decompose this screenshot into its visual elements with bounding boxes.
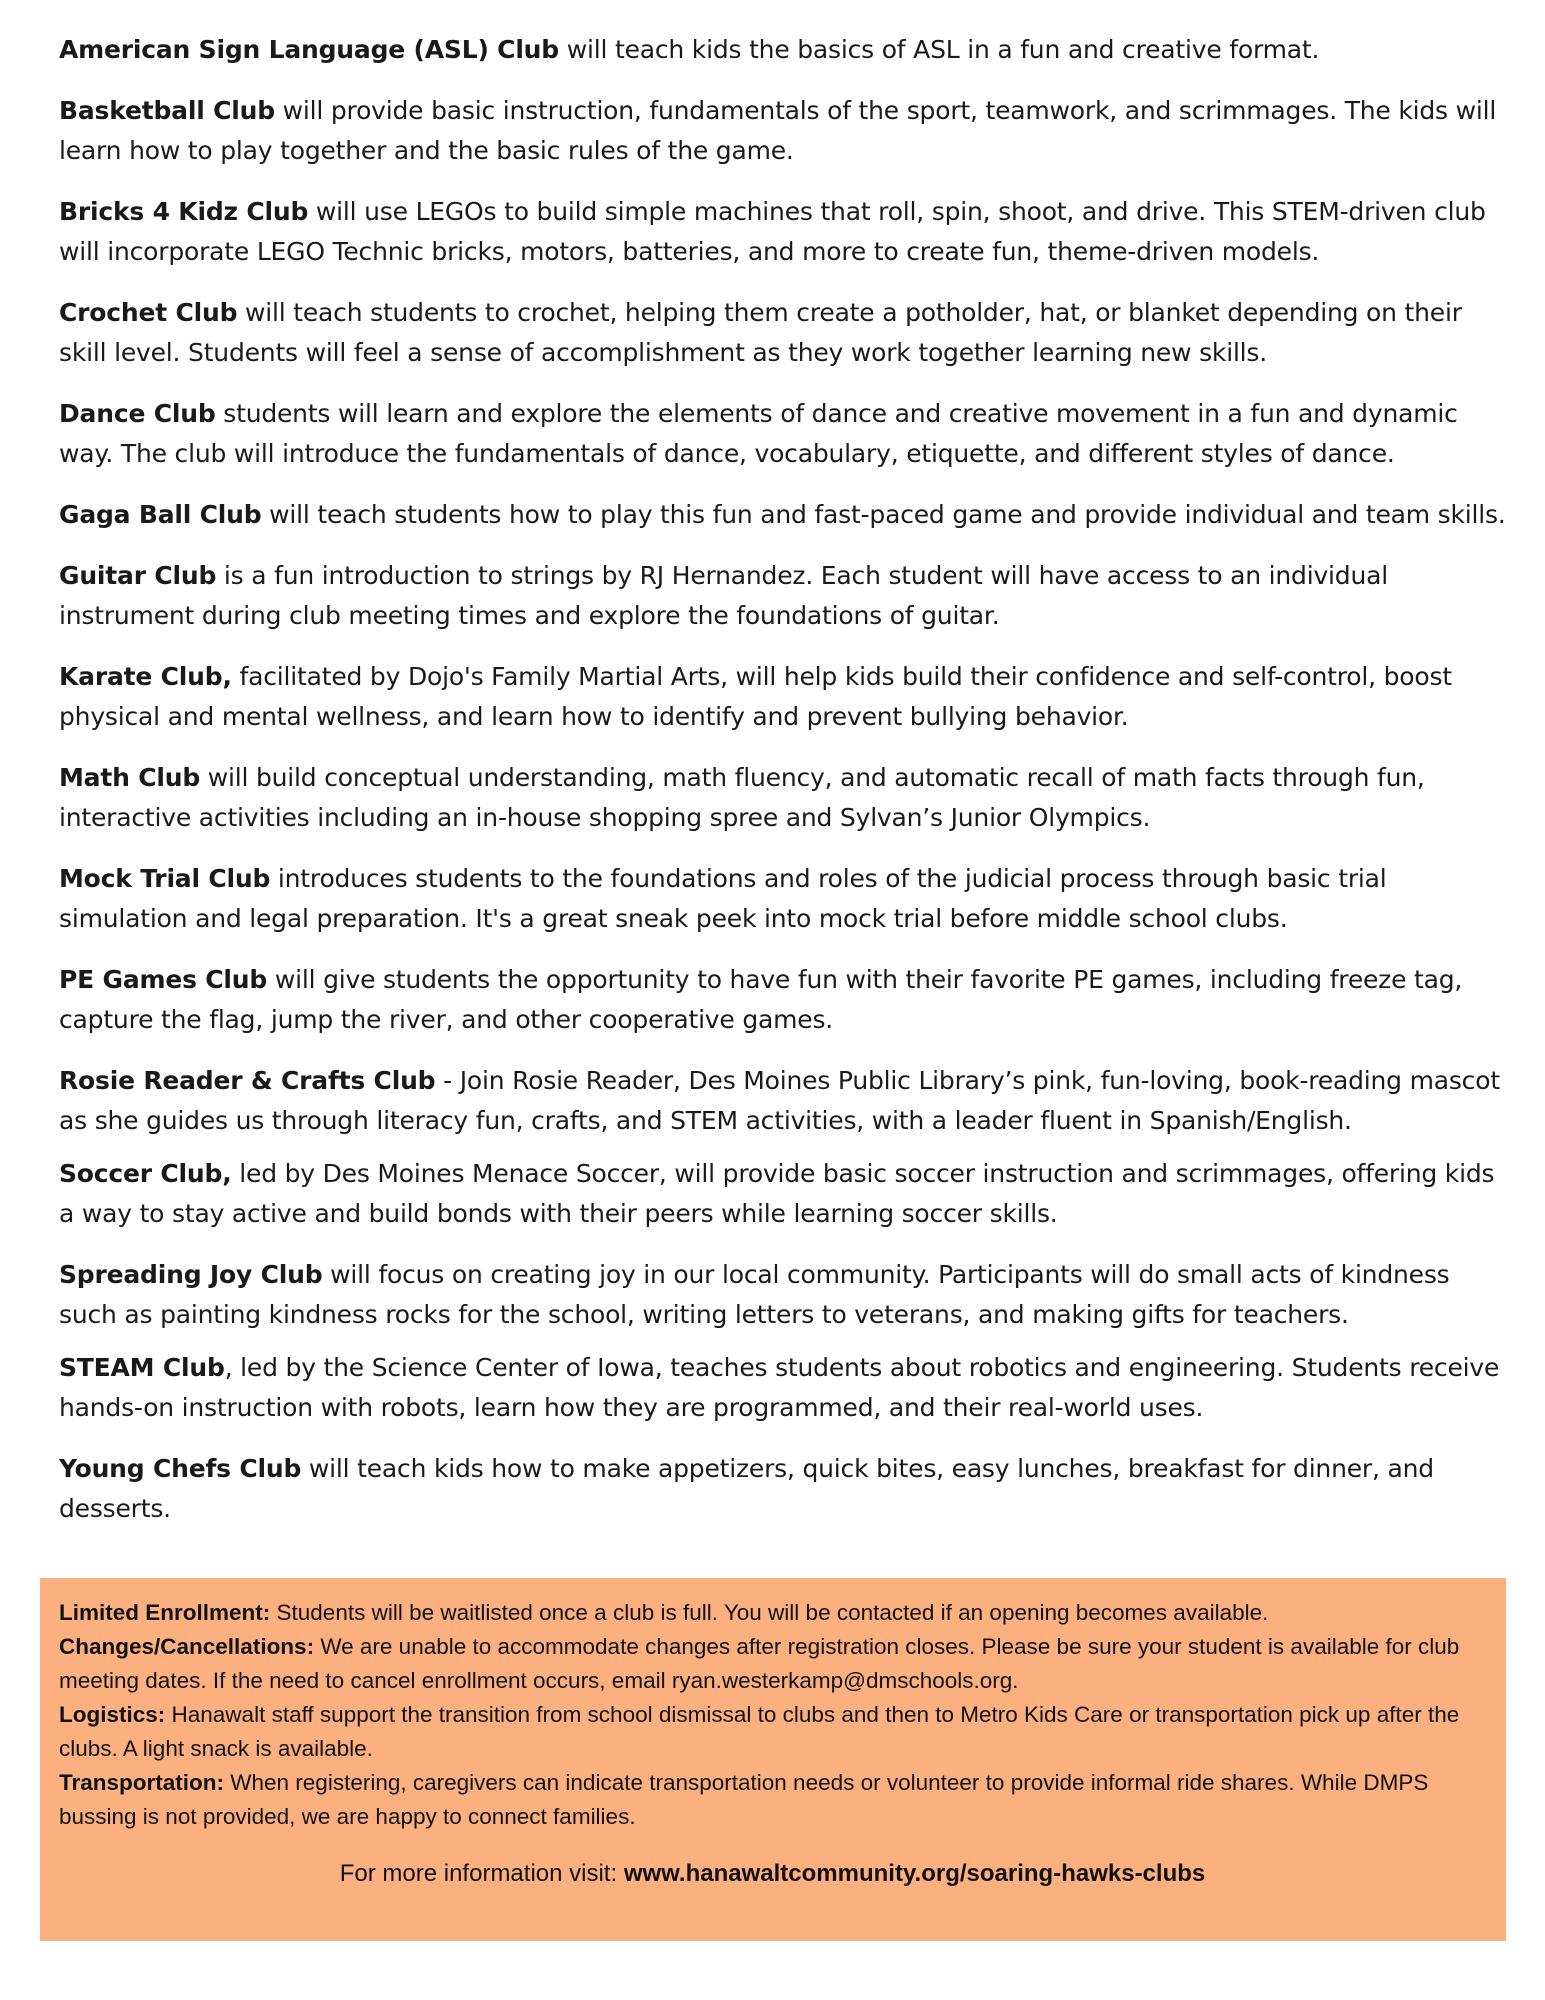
info-label: Changes/Cancellations:	[59, 1634, 315, 1659]
info-text: Hanawalt staff support the transition from school dismissal to clubs and then to Metro Kids Care or transportation pick up after the clubs. A light snack is available.	[59, 1702, 1460, 1761]
club-name: Mock Trial Club	[59, 864, 271, 893]
club-dance	[59, 394, 1509, 474]
club-name: Gaga Ball Club	[59, 500, 262, 529]
club-name: Karate Club,	[59, 662, 232, 691]
club-crochet	[59, 293, 1509, 373]
club-young-chefs	[59, 1449, 1509, 1529]
club-description: will focus on creating joy in our local community. Participants will do small acts of kindness such as painting kindness rocks for the school, writing letters to veterans, and making gifts for teachers.	[59, 1260, 1450, 1329]
club-basketball	[59, 91, 1509, 171]
info-text: Students will be waitlisted once a club is full. You will be contacted if an opening becomes available.	[270, 1600, 1269, 1625]
club-description: led by Des Moines Menace Soccer, will provide basic soccer instruction and scrimmages, offering kids a way to stay active and build bonds with their peers while learning soccer skills.	[59, 1159, 1495, 1228]
club-description: will provide basic instruction, fundamentals of the sport, teamwork, and scrimmages. The kids will learn how to play together and the basic rules of the game.	[59, 96, 1497, 165]
club-description: , led by the Science Center of Iowa, teaches students about robotics and engineering. Students receive hands-on instruction with robots, learn how they are programmed, and their real-world uses.	[59, 1353, 1500, 1422]
club-name: Guitar Club	[59, 561, 217, 590]
club-name: Math Club	[59, 763, 201, 792]
club-name: STEAM Club	[59, 1353, 225, 1382]
more-info-prefix: For more information visit:	[339, 1860, 624, 1887]
info-label: Logistics:	[59, 1702, 166, 1727]
club-name: American Sign Language (ASL) Club	[59, 35, 559, 64]
club-description: will build conceptual understanding, math fluency, and automatic recall of math facts through fun, interactive activities including an in-house shopping spree and Sylvan’s Junior Olympics.	[59, 763, 1425, 832]
club-description: is a fun introduction to strings by RJ Hernandez. Each student will have access to an individual instrument during club meeting times and explore the foundations of guitar.	[59, 561, 1388, 630]
club-spreading-joy	[59, 1255, 1509, 1335]
club-name: Young Chefs Club	[59, 1454, 302, 1483]
club-description: will teach kids how to make appetizers, quick bites, easy lunches, breakfast for dinner, and desserts.	[59, 1454, 1434, 1523]
club-math	[59, 758, 1509, 838]
club-list	[59, 30, 1509, 1550]
club-mock-trial	[59, 859, 1509, 939]
club-description: will teach kids the basics of ASL in a fun and creative format.	[558, 35, 1320, 64]
info-label: Transportation:	[59, 1770, 225, 1795]
logistics-note	[59, 1698, 1486, 1766]
changes-cancellations-note	[59, 1630, 1486, 1698]
club-karate	[59, 657, 1509, 737]
club-description: will use LEGOs to build simple machines that roll, spin, shoot, and drive. This STEM-driven club will incorporate LEGO Technic bricks, motors, batteries, and more to create fun, theme-driven models.	[59, 197, 1486, 266]
club-name: Soccer Club,	[59, 1159, 232, 1188]
club-description: will give students the opportunity to have fun with their favorite PE games, including freeze tag, capture the flag, jump the river, and other cooperative games.	[59, 965, 1463, 1034]
club-name: Spreading Joy Club	[59, 1260, 323, 1289]
info-label: Limited Enrollment:	[59, 1600, 271, 1625]
club-pe-games	[59, 960, 1509, 1040]
more-info-line	[59, 1860, 1486, 1888]
club-name: Basketball Club	[59, 96, 275, 125]
club-soccer	[59, 1154, 1509, 1234]
limited-enrollment-note	[59, 1596, 1486, 1630]
club-description: - Join Rosie Reader, Des Moines Public Library’s pink, fun-loving, book-reading mascot as she guides us through literacy fun, crafts, and STEM activities, with a leader fluent in Spanish/English.	[59, 1066, 1500, 1135]
club-name: Bricks 4 Kidz Club	[59, 197, 309, 226]
info-text: When registering, caregivers can indicate transportation needs or volunteer to provide informal ride shares. While DMPS bussing is not provided, we are happy to connect families.	[59, 1770, 1429, 1829]
more-info-link[interactable]: www.hanawaltcommunity.org/soaring-hawks-clubs	[623, 1860, 1206, 1887]
club-gaga-ball	[59, 495, 1509, 535]
club-description: facilitated by Dojo's Family Martial Arts, will help kids build their confidence and self-control, boost physical and mental wellness, and learn how to identify and prevent bullying behavior.	[59, 662, 1452, 731]
club-bricks-4-kidz	[59, 192, 1509, 272]
info-text: We are unable to accommodate changes after registration closes. Please be sure your student is available for club meeting dates. If the need to cancel enrollment occurs, email ryan.westerkamp@dmschools.org.	[59, 1634, 1460, 1693]
club-description: will teach students how to play this fun and fast-paced game and provide individual and team skills.	[261, 500, 1506, 529]
club-description: students will learn and explore the elements of dance and creative movement in a fun and dynamic way. The club will introduce the fundamentals of dance, vocabulary, etiquette, and different styles of dance.	[59, 399, 1458, 468]
club-name: Crochet Club	[59, 298, 238, 327]
club-rosie-reader	[59, 1061, 1509, 1141]
club-steam	[59, 1348, 1509, 1428]
club-description: will teach students to crochet, helping them create a potholder, hat, or blanket depending on their skill level. Students will feel a sense of accomplishment as they work together learning new skills.	[59, 298, 1462, 367]
club-name: PE Games Club	[59, 965, 268, 994]
club-asl	[59, 30, 1509, 70]
club-description: introduces students to the foundations and roles of the judicial process through basic trial simulation and legal preparation. It's a great sneak peek into mock trial before middle school clubs.	[59, 864, 1387, 933]
club-guitar	[59, 556, 1509, 636]
info-box	[40, 1578, 1506, 1941]
club-name: Dance Club	[59, 399, 216, 428]
transportation-note	[59, 1766, 1486, 1834]
club-name: Rosie Reader & Crafts Club	[59, 1066, 436, 1095]
